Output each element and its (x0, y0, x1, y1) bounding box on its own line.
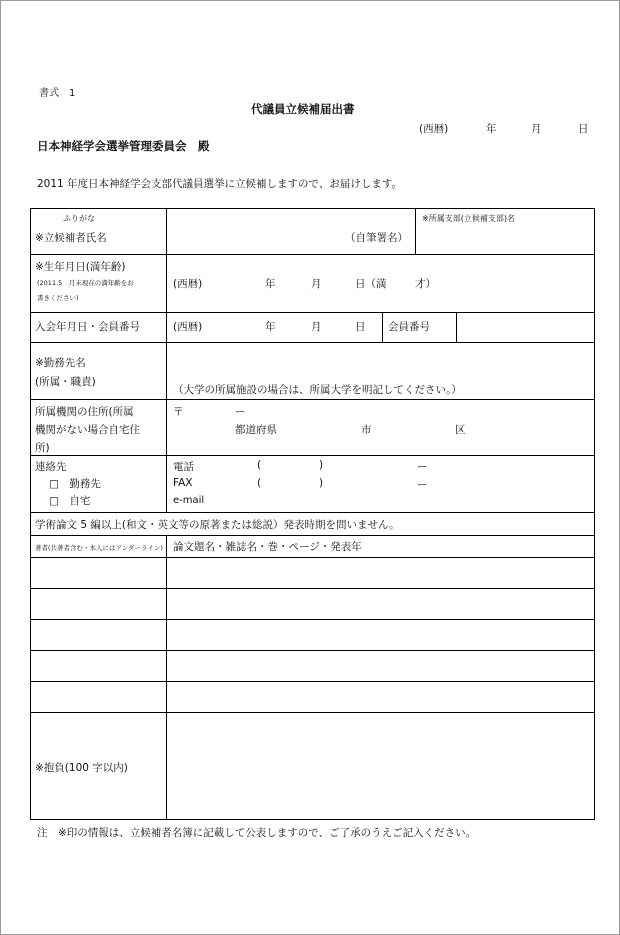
date-day-label: 日 (578, 123, 589, 135)
branch-field[interactable] (416, 223, 594, 254)
paper-title-cell[interactable] (167, 651, 594, 681)
paper-title-cell[interactable] (167, 558, 594, 588)
admission-month: 月 (311, 321, 322, 333)
birth-age-suffix: 才） (415, 278, 436, 290)
document-title: 代議員立候補届出書 (251, 102, 355, 116)
papers-header: 学術論文 5 編以上(和文・英文等の原著または総説）発表時期を問いません。 (35, 519, 400, 531)
fax-paren-close: ) (319, 477, 324, 489)
address-label-line2: 機関がない場合自宅住 (35, 424, 140, 436)
paper-title-cell[interactable] (167, 682, 594, 712)
papers-author-note: 著者(共著者含む・本人にはアンダーライン) (35, 544, 163, 552)
intro-text: 2011 年度日本神経学会支部代議員選挙に立候補しますので、お届けします。 (37, 178, 403, 190)
workplace-note: （大学の所属施設の場合は、所属大学を明記してください。） (173, 384, 462, 396)
birth-era: (西暦) (173, 278, 203, 290)
admission-era: (西暦) (173, 321, 203, 333)
ward-label: 区 (455, 424, 466, 436)
candidate-name-label: ※立候補者氏名 (35, 232, 107, 244)
contact-option-home[interactable]: □ 自宅 (49, 495, 91, 507)
fax-dash: ー (417, 479, 428, 491)
papers-column-header: 論文題名・雑誌名・巻・ページ・発表年 (173, 541, 362, 553)
birth-note-line1: (2011.5 月末現在の満年齢をお (37, 279, 134, 287)
postal-mark: 〒 (173, 406, 184, 418)
admission-year: 年 (265, 321, 276, 333)
date-era-label: (西暦) (419, 123, 449, 135)
paper-author-cell[interactable] (31, 558, 166, 588)
prefecture-label: 都道府県 (235, 424, 277, 436)
paper-author-cell[interactable] (31, 651, 166, 681)
phone-paren-close: ) (319, 459, 324, 471)
postal-dash: ー (235, 406, 246, 418)
birth-day-age: 日（満 (355, 278, 387, 290)
city-label: 市 (361, 424, 372, 436)
admission-day: 日 (355, 321, 366, 333)
paper-author-cell[interactable] (31, 682, 166, 712)
date-year-label: 年 (486, 123, 497, 135)
birth-month: 月 (311, 278, 322, 290)
birth-year: 年 (265, 278, 276, 290)
birth-date-label: ※生年月日(満年齢) (35, 261, 126, 273)
footer-note: 注 ※印の情報は、立候補者名簿に記載して公表しますので、ご了承のうえご記入ください。 (37, 827, 477, 839)
email-label: e-mail (173, 495, 205, 506)
paper-author-cell[interactable] (31, 589, 166, 619)
contact-label: 連絡先 (35, 461, 67, 473)
phone-label: 電話 (173, 461, 194, 473)
aspiration-field[interactable] (167, 713, 594, 819)
address-label-line1: 所属機関の住所(所属 (35, 406, 134, 418)
phone-paren-open: ( (257, 459, 262, 471)
email-field[interactable] (216, 493, 591, 510)
paper-title-cell[interactable] (167, 620, 594, 650)
address-label-line3: 所) (35, 442, 50, 454)
date-month-label: 月 (531, 123, 542, 135)
fax-field[interactable] (201, 475, 591, 492)
member-number-label: 会員番号 (388, 321, 430, 333)
fax-label: FAX (173, 477, 193, 489)
admission-label: 入会年月日・会員番号 (35, 321, 140, 333)
phone-dash: ー (417, 461, 428, 473)
workplace-label: ※勤務先名 (35, 357, 86, 369)
addressee: 日本神経学会選挙管理委員会 殿 (37, 139, 210, 153)
workplace-sublabel: (所属・職責) (35, 376, 96, 388)
contact-option-work[interactable]: □ 勤務先 (49, 478, 101, 490)
furigana-label: ふりがな (63, 214, 95, 223)
form-number: 書式 1 (39, 88, 76, 99)
member-number-field[interactable] (457, 313, 594, 342)
fax-paren-open: ( (257, 477, 262, 489)
branch-label: ※所属支部(立候補支部)名 (422, 214, 515, 223)
paper-title-cell[interactable] (167, 589, 594, 619)
signature-note: （自筆署名） (345, 232, 408, 244)
aspiration-label: ※抱負(100 字以内) (35, 762, 128, 774)
paper-author-cell[interactable] (31, 620, 166, 650)
address-field[interactable] (167, 400, 594, 455)
birth-note-line2: 書きください) (37, 294, 79, 302)
phone-field[interactable] (201, 457, 591, 474)
